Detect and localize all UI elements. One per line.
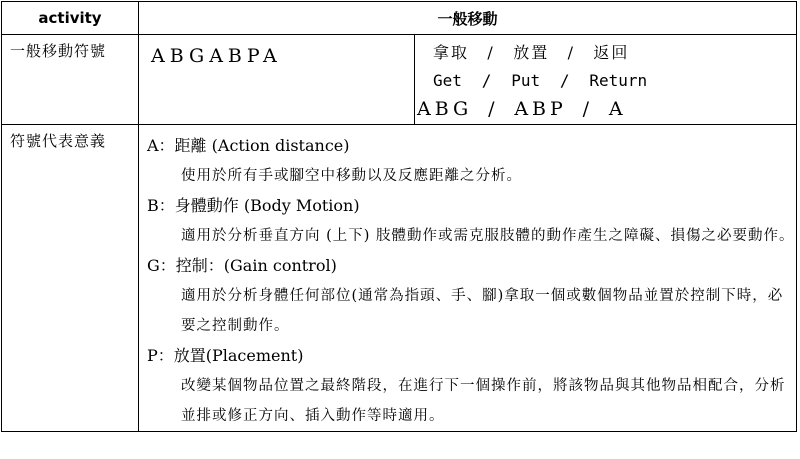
meaning-item-a — [147, 131, 796, 191]
meaning-item-p — [147, 341, 796, 431]
header-general-movement: 一般移動 — [139, 2, 797, 35]
move-zh-return: 返回 — [593, 43, 630, 62]
meaning-desc: 適用於分析垂直方向 (上下) 肢體動作或需克服肢體的動作產生之障礙、損傷之必要動作。 — [181, 228, 795, 244]
code-abg: ABG — [417, 98, 473, 120]
move-codes: ABG / ABP / A — [417, 98, 627, 120]
moves-english: Get / Put / Return — [433, 71, 648, 90]
row-label-symbol: 一般移動符號 — [2, 35, 139, 125]
move-en-return: Return — [589, 71, 648, 90]
move-en-put: Put — [511, 71, 541, 90]
meaning-desc: 使用於所有手或腳空中移動以及反應距離之分析。 — [181, 168, 522, 184]
meaning-head: G：控制：(Gain control) — [147, 256, 337, 275]
meaning-head: A：距離 (Action distance) — [147, 136, 350, 155]
meaning-desc: 改變某個物品位置之最終階段，在進行下一個操作前，將該物品與其他物品相配合，分析並排或修正方向、插入動作等時適用。 — [181, 378, 786, 424]
meaning-desc: 適用於分析身體任何部位(通常為指頭、手、腳)拿取一個或數個物品並置於控制下時，必要之控制動作。 — [181, 288, 784, 334]
meaning-head: B：身體動作 (Body Motion) — [147, 196, 360, 215]
move-zh-put: 放置 — [513, 43, 550, 62]
code-abp: ABP — [514, 98, 567, 120]
header-activity: activity — [2, 2, 139, 35]
meaning-list — [139, 125, 797, 432]
move-en-get: Get — [433, 71, 462, 90]
code-a: A — [608, 98, 627, 120]
move-zh-get: 拿取 — [433, 43, 470, 62]
meaning-item-b — [147, 191, 796, 251]
motion-table — [1, 1, 797, 432]
meaning-item-g — [147, 251, 796, 341]
moves-chinese: 拿取 / 放置 / 返回 — [433, 43, 630, 62]
meaning-head: P：放置(Placement) — [147, 346, 304, 365]
symbol-sequence: ABGABPA — [139, 35, 415, 125]
row-label-meaning: 符號代表意義 — [2, 125, 139, 432]
move-breakdown — [415, 35, 797, 125]
